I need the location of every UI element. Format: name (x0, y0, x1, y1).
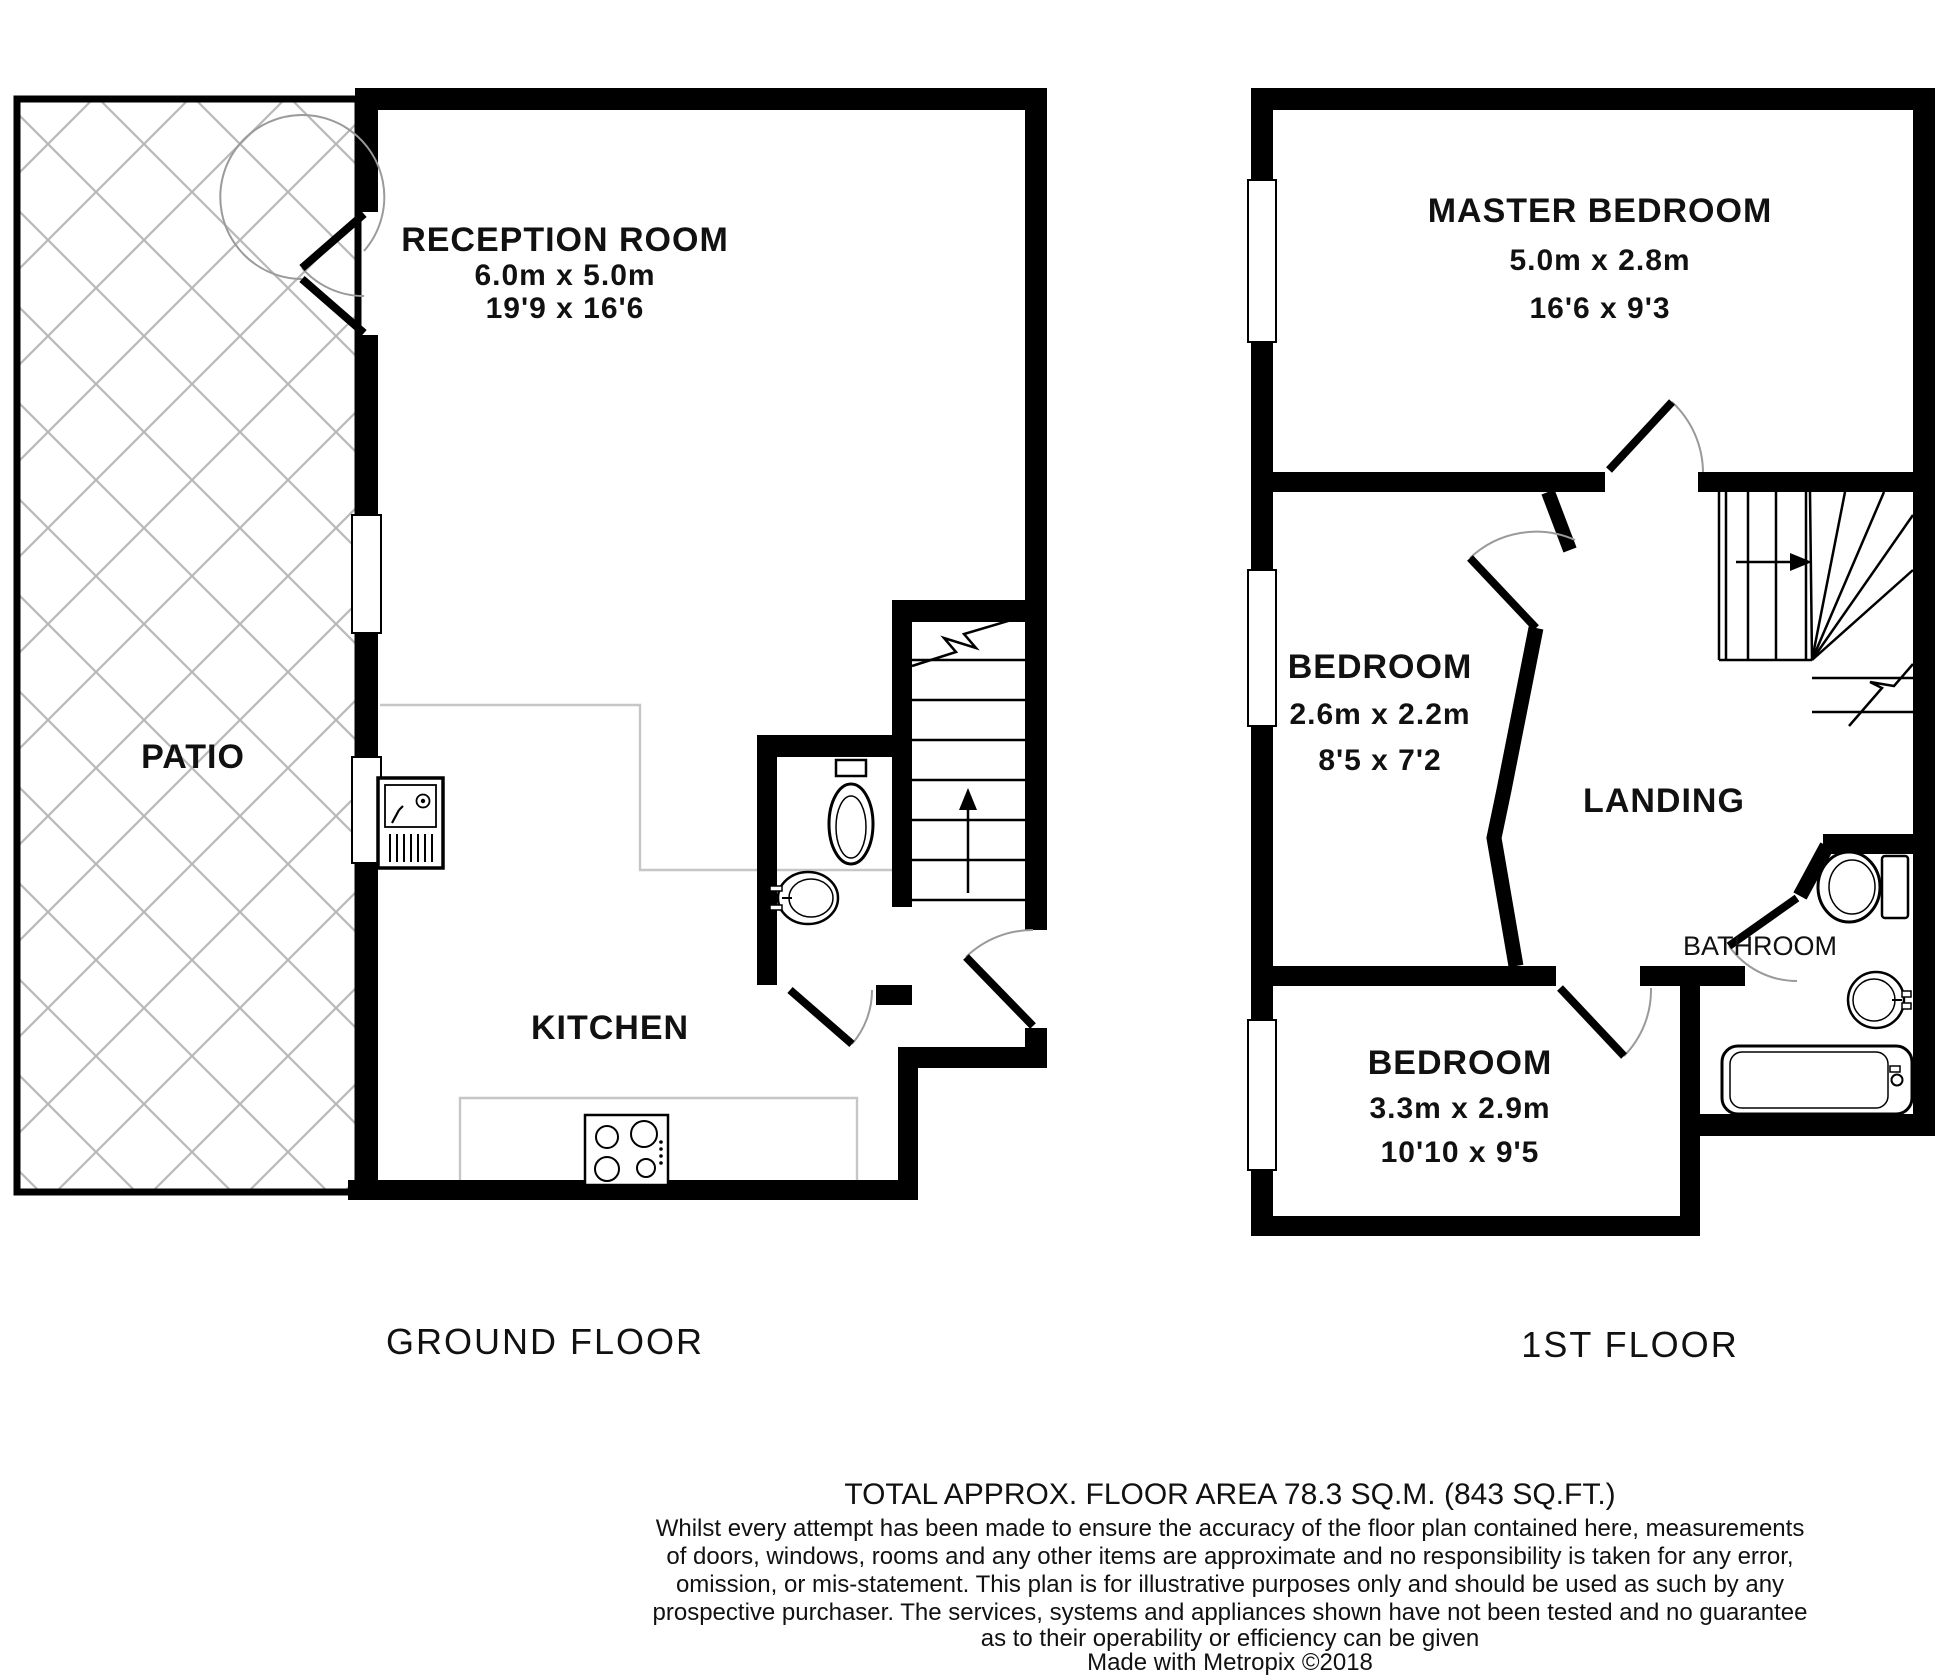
first-floor-windows (1248, 180, 1276, 1170)
kitchen-sink-fixture (378, 778, 443, 868)
stair-up-arrowhead (959, 788, 977, 810)
kitchen-label: KITCHEN (530, 1009, 690, 1047)
disclaimer-line: omission, or mis-statement. This plan is for illustrative purposes only and should be used as such by any (675, 1571, 1785, 1598)
staircase-ground (912, 616, 1025, 900)
toilet-fixture-ground (829, 760, 873, 864)
stair-direction-arrowhead (1790, 553, 1812, 571)
bedroom-rear-label: BEDROOM (1367, 1044, 1553, 1082)
master-bedroom-dim-imperial: 16'6 x 9'3 (1529, 292, 1671, 325)
disclaimer-line: as to their operability or efficiency can be given (980, 1625, 1480, 1652)
reception-room-dim-metric: 6.0m x 5.0m (474, 259, 656, 292)
window-icon (1248, 180, 1276, 342)
landing-label: LANDING (1583, 782, 1745, 820)
window-icon (352, 515, 381, 633)
ground-floor-label: GROUND FLOOR (385, 1321, 705, 1362)
toilet-fixture-first (1818, 852, 1908, 922)
master-bedroom-dim-metric: 5.0m x 2.8m (1509, 244, 1691, 277)
kitchen-counter-outline (380, 705, 892, 1184)
hob-fixture (585, 1115, 668, 1185)
basin-fixture-first (1848, 972, 1911, 1028)
bedroom-rear-dim-imperial: 10'10 x 9'5 (1380, 1136, 1540, 1169)
ground-floor-plan (17, 88, 1047, 1362)
bathroom-label: BATHROOM (1683, 931, 1837, 961)
disclaimer-line: of doors, windows, rooms and any other items are approximate and no responsibility is taken for any error, (666, 1543, 1794, 1570)
metropix-credit: Made with Metropix ©2018 (1087, 1649, 1373, 1675)
reception-room-dim-imperial: 19'9 x 16'6 (485, 292, 645, 325)
window-icon (1248, 570, 1276, 726)
bedroom-small-dim-imperial: 8'5 x 7'2 (1318, 744, 1442, 777)
master-bedroom-door (1609, 402, 1703, 472)
bedroom-small-door (1470, 532, 1575, 628)
disclaimer-line: prospective purchaser. The services, systems and appliances shown have not been tested and no guarantee (652, 1599, 1808, 1626)
bedroom-rear-door (1560, 988, 1651, 1056)
staircase-first (1719, 492, 1913, 726)
wc-door (790, 990, 872, 1044)
basin-fixture-ground (770, 872, 838, 924)
bedroom-small-dim-metric: 2.6m x 2.2m (1289, 698, 1471, 731)
footer (653, 1478, 1808, 1675)
bedroom-rear-dim-metric: 3.3m x 2.9m (1369, 1092, 1551, 1125)
first-floor-label: 1ST FLOOR (1521, 1324, 1739, 1365)
patio-label: PATIO (141, 738, 245, 776)
entry-door (966, 930, 1033, 1026)
disclaimer-line: Whilst every attempt has been made to ensure the accuracy of the floor plan contained here, measurements (655, 1515, 1805, 1542)
window-icon (1248, 1020, 1276, 1170)
master-bedroom-label: MASTER BEDROOM (1427, 192, 1773, 230)
bedroom-small-label: BEDROOM (1287, 648, 1473, 686)
reception-room-label: RECEPTION ROOM (401, 221, 729, 259)
first-floor-plan (1248, 88, 1935, 1365)
total-area-text: TOTAL APPROX. FLOOR AREA 78.3 SQ.M. (843 SQ.FT.) (844, 1478, 1616, 1511)
bathtub-fixture (1722, 1046, 1912, 1114)
